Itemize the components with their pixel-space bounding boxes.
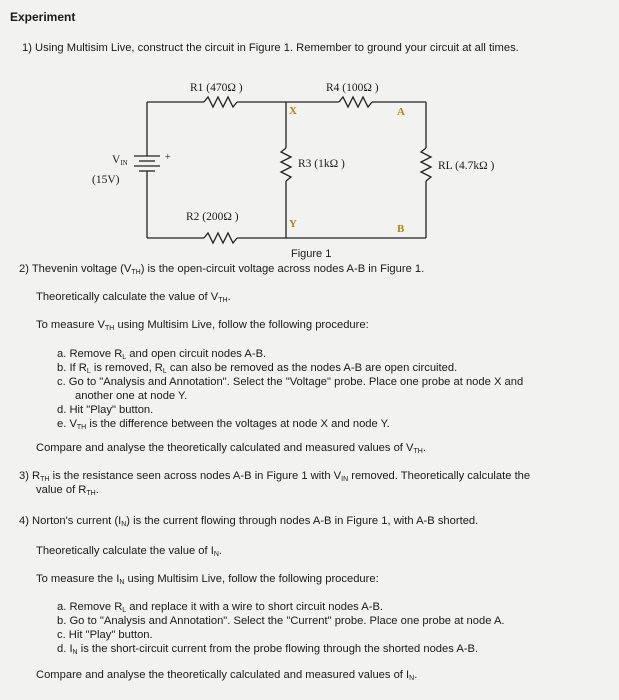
q2-step-c-cont: another one at node Y. bbox=[75, 390, 188, 402]
plus-sign: + bbox=[165, 152, 171, 163]
q2-compare: Compare and analyse the theoretically calculated and measured values of VTH. bbox=[36, 442, 426, 455]
node-x: X bbox=[289, 105, 297, 117]
question-3-cont: value of RTH. bbox=[36, 484, 99, 497]
resistor-r2 bbox=[204, 233, 237, 243]
label-r1: R1 (470Ω ) bbox=[190, 82, 243, 94]
q2-step-d: d. Hit "Play" button. bbox=[57, 404, 154, 416]
q2-theory: Theoretically calculate the value of VTH. bbox=[36, 291, 231, 304]
q2-step-c: c. Go to "Analysis and Annotation". Select the "Voltage" probe. Place one probe at node X and bbox=[57, 376, 524, 388]
question-2: 2) Thevenin voltage (VTH) is the open-circuit voltage across nodes A-B in Figure 1. bbox=[19, 263, 425, 276]
resistor-r3 bbox=[281, 148, 291, 181]
q4-theory: Theoretically calculate the value of IN. bbox=[36, 545, 223, 558]
q2-step-b: b. If RL is removed, RL can also be removed as the nodes A-B are open circuited. bbox=[57, 362, 458, 375]
question-4: 4) Norton's current (IN) is the current flowing through nodes A-B in Figure 1, with A-B shorted. bbox=[19, 515, 479, 528]
q2-step-e: e. VTH is the difference between the voltages at node X and node Y. bbox=[57, 418, 390, 431]
node-a: A bbox=[397, 106, 405, 118]
q4-compare: Compare and analyse the theoretically calculated and measured values of IN. bbox=[36, 669, 418, 682]
resistor-rl bbox=[421, 148, 431, 181]
label-r3: R3 (1kΩ ) bbox=[298, 158, 345, 170]
q2-step-a: a. Remove RL and open circuit nodes A-B. bbox=[57, 348, 267, 361]
node-y: Y bbox=[289, 218, 297, 230]
q4-measure: To measure the IN using Multisim Live, follow the following procedure: bbox=[36, 573, 379, 586]
label-rl: RL (4.7kΩ ) bbox=[438, 160, 495, 172]
label-vin: VIN bbox=[112, 154, 128, 167]
node-b: B bbox=[397, 223, 405, 235]
label-vin-value: (15V) bbox=[92, 174, 120, 186]
q4-step-c: c. Hit "Play" button. bbox=[57, 629, 153, 641]
label-r4: R4 (100Ω ) bbox=[326, 82, 379, 94]
question-1: 1) Using Multisim Live, construct the circuit in Figure 1. Remember to ground your circuit at all times. bbox=[22, 42, 519, 54]
figure-caption: Figure 1 bbox=[291, 248, 332, 260]
q4-step-d: d. IN is the short-circuit current from the probe flowing through the shorted nodes A-B. bbox=[57, 643, 479, 656]
question-3: 3) RTH is the resistance seen across nodes A-B in Figure 1 with VIN removed. Theoretically calculate the bbox=[19, 470, 531, 483]
page-heading: Experiment bbox=[10, 10, 76, 24]
q4-step-a: a. Remove RL and replace it with a wire to short circuit nodes A-B. bbox=[57, 601, 384, 614]
resistor-r4 bbox=[339, 97, 372, 107]
resistor-r1 bbox=[204, 97, 237, 107]
q2-measure: To measure VTH using Multisim Live, follow the following procedure: bbox=[36, 319, 369, 332]
q4-step-b: b. Go to "Analysis and Annotation". Select the "Current" probe. Place one probe at node A. bbox=[57, 615, 505, 627]
label-r2: R2 (200Ω ) bbox=[186, 211, 239, 223]
